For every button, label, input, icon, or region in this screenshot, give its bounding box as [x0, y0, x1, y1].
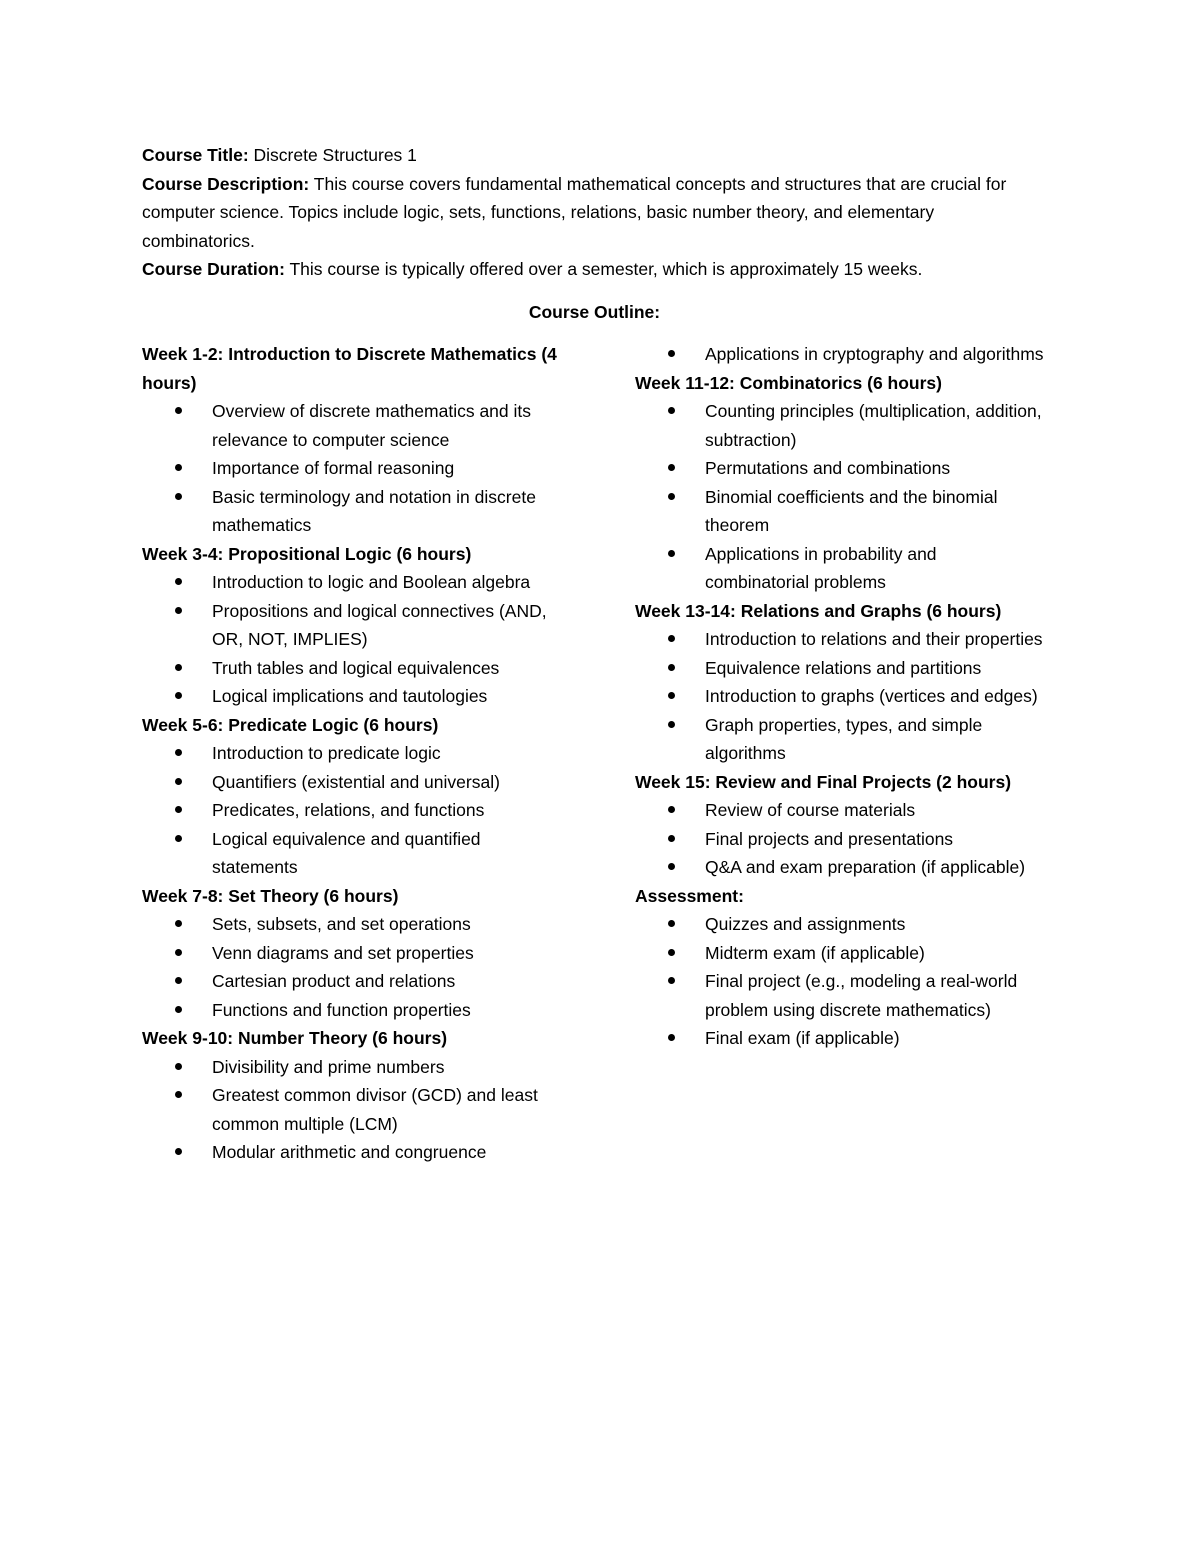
list-item: [635, 540, 1045, 597]
section-heading: Week 11-12: Combinatorics (6 hours): [635, 372, 942, 393]
bullet-icon: [668, 863, 675, 870]
bullet-list: [142, 910, 572, 1024]
list-item: [635, 910, 1045, 939]
list-item: [142, 796, 562, 825]
bullet-icon: [175, 977, 182, 984]
list-item: [635, 682, 1045, 711]
course-title-line: [142, 141, 1047, 170]
list-item-text: Counting principles (multiplication, addition, subtraction): [705, 401, 1042, 450]
section-heading: Assessment:: [635, 885, 744, 906]
list-item-text: Applications in cryptography and algorithms: [705, 344, 1044, 364]
bullet-icon: [668, 1034, 675, 1041]
list-item: [142, 1138, 562, 1167]
bullet-list: [142, 568, 572, 711]
list-item: [142, 1053, 562, 1082]
list-item: [142, 682, 562, 711]
course-description-label: Course Description:: [142, 173, 310, 194]
list-item: [635, 454, 1045, 483]
bullet-list: [635, 796, 1055, 882]
list-item: [635, 853, 1045, 882]
outline-section-week-1-2: [142, 340, 572, 540]
bullet-icon: [175, 1091, 182, 1098]
section-heading: Week 5-6: Predicate Logic (6 hours): [142, 714, 439, 735]
bullet-icon: [668, 977, 675, 984]
bullet-icon: [175, 835, 182, 842]
list-item-text: Introduction to logic and Boolean algebra: [212, 572, 531, 592]
bullet-list: [142, 1053, 572, 1167]
section-heading: Week 3-4: Propositional Logic (6 hours): [142, 543, 472, 564]
list-item-text: Logical equivalence and quantified statements: [212, 828, 481, 877]
list-item-text: Overview of discrete mathematics and its relevance to computer science: [212, 401, 532, 450]
outline-section-week-11-12: [635, 369, 1055, 597]
list-item: [635, 1024, 1045, 1053]
list-item-text: Greatest common divisor (GCD) and least common multiple (LCM): [212, 1085, 538, 1134]
list-item: [142, 768, 562, 797]
list-item: [142, 597, 562, 654]
list-item: [142, 454, 562, 483]
bullet-icon: [668, 350, 675, 357]
outline-section-week-3-4: [142, 540, 572, 711]
section-heading: Week 1-2: Introduction to Discrete Mathematics (4 hours): [142, 344, 557, 393]
bullet-icon: [175, 407, 182, 414]
bullet-icon: [668, 664, 675, 671]
list-item-text: Quizzes and assignments: [705, 914, 906, 934]
list-item-text: Final projects and presentations: [705, 828, 954, 849]
list-item: [635, 939, 1045, 968]
section-heading: Week 15: Review and Final Projects (2 hours): [635, 771, 1012, 792]
list-item: [142, 967, 562, 996]
course-description-value: This course covers fundamental mathematical concepts and structures that are crucial for computer science. Topics include logic, sets, functions, relations, basic number theory, and elementary combinatorics.: [142, 173, 1007, 251]
list-item-text: Functions and function properties: [212, 999, 471, 1020]
list-item: [142, 739, 562, 768]
bullet-list: [635, 340, 1055, 369]
list-item-text: Graph properties, types, and simple algorithms: [705, 714, 983, 763]
bullet-icon: [668, 806, 675, 813]
bullet-icon: [175, 806, 182, 813]
bullet-icon: [175, 1006, 182, 1013]
list-item: [635, 796, 1045, 825]
list-item-text: Introduction to predicate logic: [212, 743, 441, 763]
bullet-icon: [175, 493, 182, 500]
list-item-text: Truth tables and logical equivalences: [212, 657, 500, 678]
list-item: [142, 825, 562, 882]
outline-columns: [142, 340, 1047, 1200]
list-item: [142, 568, 562, 597]
list-item: [635, 825, 1045, 854]
list-item-text: Cartesian product and relations: [212, 971, 456, 991]
course-title-value: Discrete Structures 1: [248, 145, 417, 165]
list-item: [635, 625, 1045, 654]
list-item-text: Final exam (if applicable): [705, 1028, 900, 1048]
list-item-text: Review of course materials: [705, 800, 916, 820]
list-item-text: Importance of formal reasoning: [212, 458, 455, 478]
bullet-icon: [175, 607, 182, 614]
list-item-text: Final project (e.g., modeling a real-world problem using discrete mathematics): [705, 971, 1018, 1020]
course-outline-title: Course Outline:: [528, 301, 661, 322]
bullet-icon: [668, 635, 675, 642]
section-heading: Week 9-10: Number Theory (6 hours): [142, 1028, 448, 1048]
list-item: [635, 340, 1045, 369]
list-item: [142, 1081, 562, 1138]
list-item-text: Introduction to relations and their properties: [705, 629, 1043, 649]
bullet-icon: [668, 692, 675, 699]
bullet-icon: [175, 578, 182, 585]
list-item: [142, 483, 562, 540]
outline-right-column: [635, 340, 1055, 1053]
bullet-list: [635, 397, 1055, 597]
bullet-icon: [175, 778, 182, 785]
bullet-icon: [175, 749, 182, 756]
course-description-line: [142, 170, 1047, 256]
bullet-icon: [668, 920, 675, 927]
list-item-text: Modular arithmetic and congruence: [212, 1142, 487, 1162]
list-item-text: Divisibility and prime numbers: [212, 1056, 445, 1077]
list-item: [142, 939, 562, 968]
bullet-icon: [175, 920, 182, 927]
list-item-text: Predicates, relations, and functions: [212, 800, 485, 820]
section-heading: Week 7-8: Set Theory (6 hours): [142, 885, 399, 906]
list-item-text: Basic terminology and notation in discrete mathematics: [212, 486, 536, 535]
list-item-text: Q&A and exam preparation (if applicable): [705, 857, 1026, 877]
course-intro: [142, 141, 1047, 284]
bullet-list: [635, 910, 1055, 1053]
list-item: [635, 654, 1045, 683]
list-item: [142, 910, 562, 939]
section-heading: Week 13-14: Relations and Graphs (6 hours): [635, 600, 1002, 621]
bullet-icon: [175, 1148, 182, 1155]
bullet-list: [142, 739, 572, 882]
list-item-text: Equivalence relations and partitions: [705, 657, 982, 678]
bullet-icon: [175, 692, 182, 699]
list-item-text: Venn diagrams and set properties: [212, 942, 474, 963]
bullet-icon: [668, 493, 675, 500]
list-item: [635, 711, 1045, 768]
list-item: [635, 967, 1045, 1024]
outline-section-week-7-8: [142, 882, 572, 1025]
bullet-icon: [175, 949, 182, 956]
list-item-text: Applications in probability and combinatorial problems: [705, 543, 937, 592]
bullet-list: [635, 625, 1055, 768]
list-item: [635, 483, 1045, 540]
list-item-text: Sets, subsets, and set operations: [212, 914, 471, 934]
bullet-icon: [175, 464, 182, 471]
course-duration-line: [142, 255, 1047, 284]
bullet-icon: [668, 949, 675, 956]
bullet-icon: [175, 1063, 182, 1070]
list-item-text: Logical implications and tautologies: [212, 686, 488, 706]
outline-left-column: [142, 340, 572, 1167]
course-duration-value: This course is typically offered over a semester, which is approximately 15 weeks.: [284, 259, 923, 279]
outline-section-week-13-14: [635, 597, 1055, 768]
list-item-text: Introduction to graphs (vertices and edges): [705, 686, 1038, 706]
list-item: [635, 397, 1045, 454]
document-page: [142, 141, 1047, 1200]
list-item-text: Binomial coefficients and the binomial theorem: [705, 486, 998, 535]
course-duration-label: Course Duration:: [142, 259, 285, 279]
list-item-text: Midterm exam (if applicable): [705, 942, 925, 963]
outline-section-week-9-10: [142, 1024, 572, 1167]
course-title-label: Course Title:: [142, 145, 249, 165]
bullet-list: [142, 397, 572, 540]
list-item: [142, 996, 562, 1025]
bullet-icon: [668, 550, 675, 557]
bullet-icon: [668, 464, 675, 471]
list-item: [142, 397, 562, 454]
list-item-text: Permutations and combinations: [705, 458, 951, 478]
list-item: [142, 654, 562, 683]
outline-section-week-15: [635, 768, 1055, 882]
list-item-text: Propositions and logical connectives (AND, OR, NOT, IMPLIES): [212, 600, 547, 649]
bullet-icon: [668, 407, 675, 414]
bullet-icon: [668, 835, 675, 842]
list-item-text: Quantifiers (existential and universal): [212, 771, 500, 792]
bullet-icon: [668, 721, 675, 728]
outline-section-assessment: [635, 882, 1055, 1053]
outline-section-week-5-6: [142, 711, 572, 882]
bullet-icon: [175, 664, 182, 671]
